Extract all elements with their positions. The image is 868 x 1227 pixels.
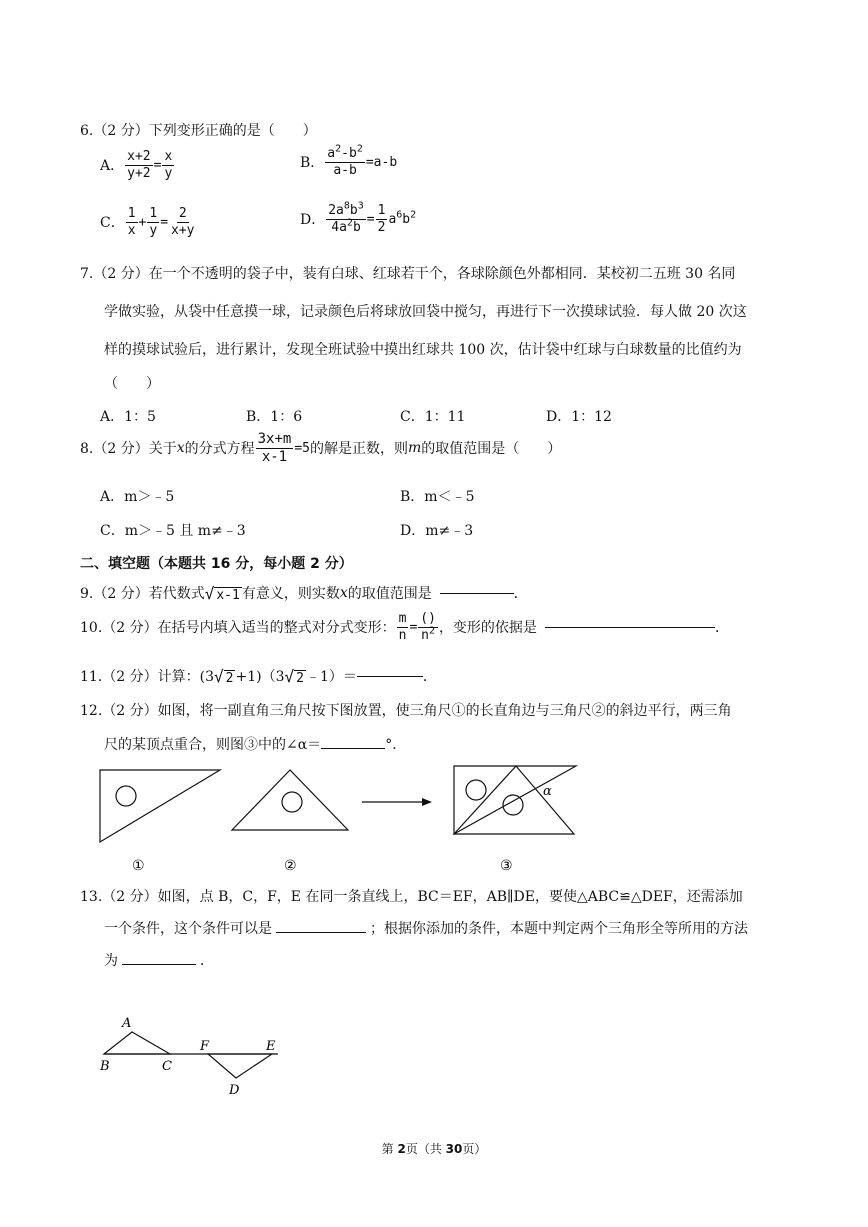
q13-line1: 13.（2 分）如图，点 B，C，F，E 在同一条直线上，BC＝EF，AB∥DE，要使△ABC≌△DEF，还需添加	[80, 889, 743, 905]
q7-option-d: D．1：12	[546, 409, 612, 425]
point-d-label: D	[229, 1083, 240, 1098]
point-e-label: E	[266, 1039, 276, 1054]
page-footer: 第 2页（共 30页）	[381, 1142, 487, 1156]
q13-line2: 一个条件，这个条件可以是 ；根据你添加的条件，本题中判定两个三角形全等所用的方法	[104, 921, 748, 937]
q8-stem: 8.（2 分）关于 x 的分式方程 $\frac{3x+m}{x-1}$ =5 的解是正数，则 m 的取值范围是（ ）	[80, 431, 562, 465]
q6-stem: 6.（2 分）下列变形正确的是（ ）	[80, 123, 317, 139]
point-c-label: C	[162, 1059, 172, 1074]
triangle-def	[208, 1054, 272, 1078]
q6-option-b: B． $\frac{a^2-b^2}{a-b}$ =a-b	[300, 143, 398, 178]
q13-figure	[92, 1010, 292, 1102]
figure-1-label: ①	[132, 858, 145, 874]
q7-line3: 样的摸球试验后，进行累计，发现全班试验中摸出红球共 100 次，估计袋中红球与白球数量的比值约为	[104, 342, 742, 358]
q7-line1: 7.（2 分）在一个不透明的袋子中，装有白球、红球若干个，各球除颜色外都相同．某校初二五班 30 名同	[80, 266, 736, 282]
section-title: 二、填空题（本题共 16 分，每小题 2 分）	[80, 556, 353, 572]
q13-answer-blank-1[interactable]	[276, 932, 366, 933]
q8-option-a: A．m＞﹣5	[100, 489, 175, 505]
q9-stem: 9.（2 分）若代数式 √ x-1 有意义，则实数 x 的取值范围是 ．	[80, 583, 528, 603]
arrow-right-icon	[362, 798, 432, 806]
q7-line2: 学做实验，从袋中任意摸一球，记录颜色后将球放回袋中搅匀，再进行下一次摸球试验．每人做 20 次这	[104, 304, 747, 320]
q8-option-d: D．m≠﹣3	[400, 523, 474, 539]
q8-option-b: B．m＜﹣5	[400, 489, 475, 505]
q13-line3: 为 ．	[104, 953, 214, 969]
q12-line2: 尺的某顶点重合，则图③中的∠α＝ °．	[104, 737, 407, 753]
q11-answer-blank[interactable]	[357, 676, 423, 677]
q10-answer-blank[interactable]	[545, 627, 715, 628]
triangle-ruler-1	[100, 770, 220, 842]
q12-answer-blank[interactable]	[321, 748, 385, 749]
triangle-ruler-combined	[454, 766, 576, 834]
q7-option-a: A．1：5	[100, 409, 156, 425]
q9-answer-blank[interactable]	[440, 593, 514, 594]
q7-option-c: C．1：11	[400, 409, 466, 425]
triangle-abc	[104, 1032, 170, 1054]
q6-option-a: A． $\frac{x+2}{y+2}$ = $\frac{x}{y}$	[100, 149, 173, 181]
q11-stem: 11.（2 分）计算：(3 √ 2 +1)（3 √ 2 ﹣1）＝ ．	[80, 666, 437, 686]
figure-2-label: ②	[284, 858, 297, 874]
q6-option-c: C． $\frac{1}{x}$ + $\frac{1}{y}$ = $\frac{2}{x+y}$	[100, 206, 195, 238]
point-b-label: B	[100, 1059, 110, 1074]
q10-stem: 10.（2 分）在括号内填入适当的整式对分式变形： $\frac{m}{n}$ = $\frac{()}{n^2}$ ，变形的依据是 ．	[80, 611, 729, 643]
q6-option-d: D． $\frac{2a^8b^3}{4a^2b}$ = $\frac{1}{2}$ $a^6b^2$	[300, 200, 417, 235]
triangle-ruler-2	[232, 770, 348, 830]
q12-figure	[90, 760, 590, 880]
point-f-label: F	[200, 1039, 210, 1054]
q13-answer-blank-2[interactable]	[122, 964, 196, 965]
q12-line1: 12.（2 分）如图，将一副直角三角尺按下图放置，使三角尺①的长直角边与三角尺②的斜边平行，两三角	[80, 703, 732, 719]
q8-option-c: C．m＞﹣5 且 m≠﹣3	[100, 523, 246, 539]
alpha-label: α	[543, 784, 552, 799]
q7-option-b: B．1：6	[246, 409, 303, 425]
q7-line4: （ ）	[104, 376, 160, 392]
point-a-label: A	[122, 1016, 132, 1031]
figure-3-label: ③	[500, 858, 513, 874]
